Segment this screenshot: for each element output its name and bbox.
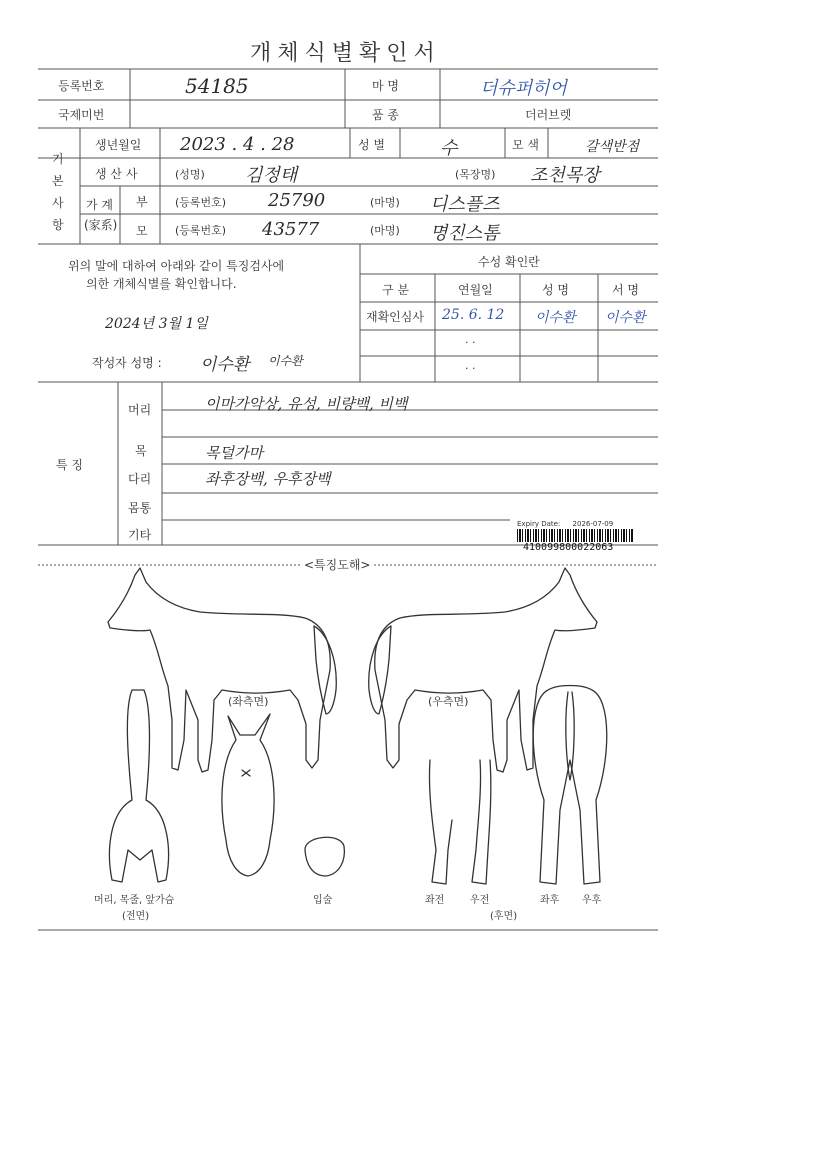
sire-name-label: (마명) (370, 196, 400, 209)
head-label: 머리 (128, 403, 152, 417)
lips-caption: 입술 (313, 895, 333, 906)
reg-no-value: 54185 (185, 74, 249, 98)
horse-forelegs (429, 760, 490, 884)
dam-name-label: (마명) (370, 224, 400, 237)
reg-no-label: 등록번호 (58, 79, 105, 93)
neck-label: 목 (135, 444, 147, 458)
breeder-label: 생 산 사 (95, 167, 138, 181)
horse-name-label: 마 명 (372, 79, 399, 93)
front-caption: 머리, 목줄, 앞가슴 (94, 895, 175, 906)
basic-section-label: 기본사항 (52, 152, 64, 232)
breeder-name-label: (성명) (175, 168, 205, 181)
right-fore-caption: 우전 (470, 895, 490, 906)
lineage-label: 가 계 (86, 198, 113, 212)
statement-line-1: 위의 말에 대하여 아래와 같이 특징검사에 (68, 259, 285, 273)
dam-regno-label: (등록번호) (175, 224, 227, 237)
horse-right-side (369, 568, 597, 772)
sex-value: 수 (440, 138, 458, 159)
horse-front-chest (109, 690, 168, 882)
farm-label: (목장명) (455, 168, 496, 181)
sire-regno-value: 25790 (268, 190, 326, 211)
sire-label: 부 (136, 195, 148, 209)
left-fore-caption: 좌전 (425, 895, 445, 906)
amendment-header: 수성 확인란 (478, 255, 540, 269)
amendment-row1-name: 이수환 (535, 310, 576, 326)
right-hind-caption: 우후 (582, 895, 602, 906)
color-value: 갈색반점 (585, 139, 640, 155)
writer-seal: 이수환 (268, 354, 303, 368)
writer-name: 이수환 (200, 355, 250, 375)
dam-regno-value: 43577 (262, 219, 320, 240)
expiry-value: 2026-07-09 (572, 520, 614, 528)
dob-label: 생년월일 (95, 138, 142, 152)
horse-head-front (222, 714, 274, 876)
head-value: 이마가악상, 유성, 비량백, 비백 (205, 395, 408, 413)
amendment-col-sign: 서 명 (612, 283, 639, 297)
amendment-row1-date: 25. 6. 12 (442, 307, 505, 323)
horse-lips (305, 837, 344, 876)
sex-label: 성 별 (358, 138, 385, 152)
horse-left-side (108, 568, 336, 772)
sire-regno-label: (등록번호) (175, 196, 227, 209)
features-section-label: 특 징 (56, 458, 83, 472)
breeder-name-value: 김정태 (245, 165, 298, 186)
horse-rear-view (533, 686, 607, 885)
dam-name-value: 명진스톰 (430, 223, 500, 244)
amendment-col-date: 연월일 (458, 283, 493, 297)
diagram-title: <특징도해> (300, 556, 374, 573)
amendment-row1-sign: 이수환 (605, 310, 646, 326)
farm-value: 조천목장 (530, 165, 600, 186)
rear-view-caption: (후면) (490, 911, 518, 922)
document-title: 개체식별확인서 (250, 41, 441, 66)
body-label: 몸통 (128, 501, 152, 515)
neck-value: 목덜가마 (205, 444, 263, 462)
amendment-col-type: 구 분 (382, 283, 409, 297)
writer-label: 작성자 성명 : (92, 356, 162, 370)
legs-value: 좌후장백, 우후장백 (205, 470, 331, 488)
statement-date: 2024년 3월 1일 (105, 316, 208, 332)
right-side-caption: (우측면) (428, 695, 469, 708)
left-hind-caption: 좌후 (540, 895, 560, 906)
breed-label: 품 종 (372, 108, 399, 122)
sire-name-value: 디스플즈 (430, 194, 500, 215)
dam-label: 모 (136, 224, 148, 238)
color-label: 모 색 (512, 138, 539, 152)
amendment-row3-dots: · · (465, 362, 476, 375)
left-side-caption: (좌측면) (228, 695, 269, 708)
lineage-hanja: (家系) (84, 218, 118, 232)
breed-value: 더러브렛 (525, 108, 572, 122)
horse-name-value: 더슈퍼히어 (480, 78, 567, 99)
statement-line-2: 의한 개체식별를 확인합니다. (86, 277, 237, 291)
intl-no-label: 국제미번 (58, 108, 105, 122)
dob-value: 2023 . 4 . 28 (180, 134, 295, 155)
expiry-label: Expiry Date: (517, 520, 561, 528)
other-label: 기타 (128, 528, 152, 542)
amendment-row2-dots: · · (465, 336, 476, 349)
legs-label: 다리 (128, 472, 152, 486)
amendment-col-name: 성 명 (542, 283, 569, 297)
barcode-number: 410099800022063 (523, 542, 614, 553)
amendment-row1-type: 재확인심사 (366, 310, 424, 324)
front-view-caption: (전면) (122, 911, 150, 922)
